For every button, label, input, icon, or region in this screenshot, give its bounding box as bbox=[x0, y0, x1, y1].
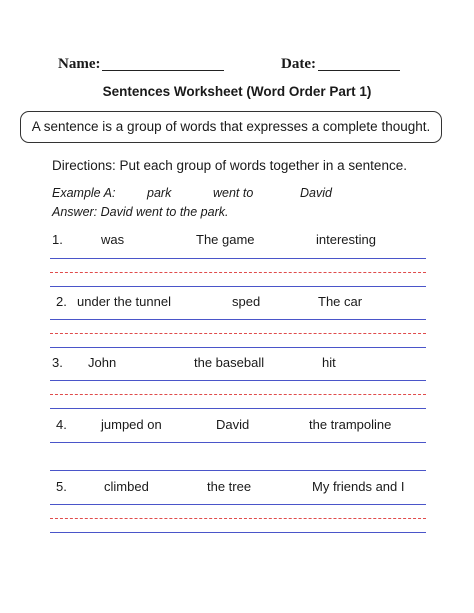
item-word: The car bbox=[318, 294, 363, 309]
item-word: sped bbox=[232, 294, 261, 309]
item-number: 2. bbox=[56, 294, 67, 309]
writing-line-blue bbox=[50, 347, 426, 348]
item-word: hit bbox=[322, 355, 336, 370]
writing-line-blue bbox=[50, 286, 426, 287]
example-word: David bbox=[300, 186, 332, 200]
example-word: park bbox=[147, 186, 172, 200]
item-word: under the tunnel bbox=[77, 294, 171, 309]
writing-line-blue bbox=[50, 470, 426, 471]
item-word: the tree bbox=[207, 479, 252, 494]
directions-text: Directions: Put each group of words together in a sentence. bbox=[52, 158, 407, 173]
example-answer: Answer: David went to the park. bbox=[52, 205, 229, 219]
writing-line-dashed bbox=[50, 394, 426, 395]
writing-line-blue bbox=[50, 380, 426, 381]
date-field[interactable] bbox=[318, 56, 400, 71]
item-word: was bbox=[101, 232, 125, 247]
writing-line-blue bbox=[50, 408, 426, 409]
writing-line-blue bbox=[50, 442, 426, 443]
writing-line-dashed bbox=[50, 333, 426, 334]
writing-line-dashed bbox=[50, 518, 426, 519]
writing-line-blue bbox=[50, 319, 426, 320]
item-number: 4. bbox=[56, 417, 67, 432]
item-word: The game bbox=[196, 232, 255, 247]
writing-line-blue bbox=[50, 532, 426, 533]
worksheet-title: Sentences Worksheet (Word Order Part 1) bbox=[102, 84, 372, 99]
example-word: went to bbox=[213, 186, 254, 200]
example-label: Example A: bbox=[52, 186, 116, 200]
name-label: Name: bbox=[58, 56, 101, 72]
writing-line-blue bbox=[50, 258, 426, 259]
item-number: 5. bbox=[56, 479, 67, 494]
item-word: My friends and I bbox=[312, 479, 405, 494]
definition-box: A sentence is a group of words that expresses a complete thought. bbox=[20, 111, 442, 143]
item-word: climbed bbox=[104, 479, 149, 494]
item-word: John bbox=[88, 355, 117, 370]
item-word: the trampoline bbox=[309, 417, 392, 432]
item-word: David bbox=[216, 417, 250, 432]
writing-line-blue bbox=[50, 504, 426, 505]
name-field[interactable] bbox=[102, 56, 224, 71]
item-word: jumped on bbox=[101, 417, 162, 432]
date-label: Date: bbox=[281, 56, 316, 72]
item-number: 3. bbox=[52, 355, 63, 370]
item-word: interesting bbox=[316, 232, 376, 247]
item-word: the baseball bbox=[194, 355, 265, 370]
item-number: 1. bbox=[52, 232, 63, 247]
writing-line-dashed bbox=[50, 272, 426, 273]
